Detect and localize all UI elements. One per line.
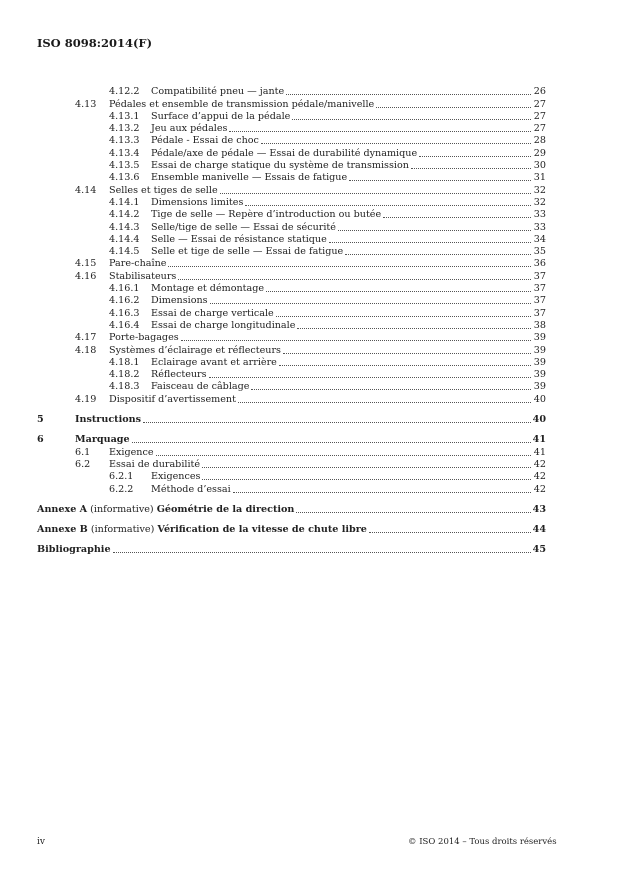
toc-annex-title bbox=[37, 524, 368, 536]
toc-entry-title: Essai de durabilité bbox=[109, 458, 201, 470]
copyright-notice: © ISO 2014 – Tous droits réservés bbox=[408, 837, 557, 847]
toc-leader-dots bbox=[411, 168, 531, 169]
toc-entry[interactable] bbox=[37, 434, 546, 446]
toc-entry-body bbox=[109, 332, 546, 344]
toc-entry-number: 4.13.5 bbox=[109, 160, 140, 172]
toc-entry-title: Montage et démontage bbox=[151, 283, 265, 295]
toc-entry-page: 42 bbox=[533, 471, 546, 483]
toc-entry-body bbox=[151, 484, 546, 496]
toc-entry[interactable] bbox=[37, 123, 546, 135]
toc-entry-number: 4.16.3 bbox=[109, 307, 140, 319]
toc-entry-number: 4.14.3 bbox=[109, 221, 140, 233]
toc-entry-page: 41 bbox=[533, 446, 546, 458]
toc-entry-title: Essai de charge verticale bbox=[151, 307, 274, 319]
toc-entry[interactable] bbox=[37, 98, 546, 110]
toc-entry-page: 39 bbox=[533, 344, 546, 356]
toc-entry-page: 32 bbox=[533, 184, 546, 196]
toc-entry-page: 45 bbox=[532, 544, 546, 556]
toc-entry-number: 4.14.1 bbox=[109, 196, 140, 208]
toc-entry-number: 4.16.2 bbox=[109, 295, 140, 307]
toc-leader-dots bbox=[238, 402, 531, 403]
toc-entry-body bbox=[151, 222, 546, 234]
toc-entry[interactable] bbox=[37, 483, 546, 495]
toc-leader-dots bbox=[168, 266, 531, 267]
toc-entry[interactable] bbox=[37, 393, 546, 405]
toc-entry-title: Pare-chaîne bbox=[109, 258, 167, 270]
toc-entry-body bbox=[37, 544, 546, 556]
toc-entry[interactable] bbox=[37, 86, 546, 98]
toc-entry-title: Selle/tige de selle — Essai de sécurité bbox=[151, 221, 336, 233]
toc-entry-title: Eclairage avant et arrière bbox=[151, 356, 277, 368]
toc-entry-number: 4.13 bbox=[75, 98, 97, 110]
toc-entry[interactable] bbox=[37, 307, 546, 319]
annex-qualifier: (informative) bbox=[90, 503, 154, 515]
toc-entry-page: 33 bbox=[533, 209, 546, 221]
toc-entry-title: Instructions bbox=[75, 414, 142, 426]
toc-entry[interactable] bbox=[37, 295, 546, 307]
toc-entry-number: 4.13.4 bbox=[109, 147, 140, 159]
toc-entry-title: Selle — Essai de résistance statique bbox=[151, 233, 327, 245]
toc-entry-page: 32 bbox=[533, 196, 546, 208]
toc-entry-body bbox=[151, 471, 546, 483]
toc-entry-page: 39 bbox=[533, 369, 546, 381]
toc-entry-body bbox=[151, 295, 546, 307]
toc-entry[interactable] bbox=[37, 172, 546, 184]
toc-entry-title: Surface d’appui de la pédale bbox=[151, 110, 291, 122]
toc-entry-number: 4.13.6 bbox=[109, 172, 140, 184]
toc-entry-number: 4.12.2 bbox=[109, 86, 140, 98]
toc-entry-body bbox=[151, 308, 546, 320]
toc-entry-body bbox=[151, 234, 546, 246]
toc-entry-page: 26 bbox=[533, 86, 546, 98]
toc-entry-page: 42 bbox=[533, 483, 546, 495]
toc-entry-page: 40 bbox=[532, 414, 546, 426]
toc-entry[interactable] bbox=[37, 357, 546, 369]
toc-entry-body bbox=[109, 185, 546, 197]
toc-entry-title: Ensemble manivelle — Essais de fatigue bbox=[151, 172, 348, 184]
toc-entry-body bbox=[109, 345, 546, 357]
toc-entry-page: 31 bbox=[533, 172, 546, 184]
toc-entry-body bbox=[151, 381, 546, 393]
toc-leader-dots bbox=[113, 552, 531, 553]
toc-leader-dots bbox=[251, 389, 531, 390]
toc-entry-body bbox=[151, 172, 546, 184]
toc-entry[interactable] bbox=[37, 471, 546, 483]
toc-entry-body bbox=[151, 320, 546, 332]
annex-title: Vérification de la vitesse de chute libre bbox=[157, 524, 367, 536]
toc-leader-dots bbox=[143, 422, 531, 423]
toc-entry-title: Selle et tige de selle — Essai de fatigue bbox=[151, 246, 344, 258]
toc-leader-dots bbox=[345, 254, 531, 255]
toc-entry-page: 37 bbox=[533, 270, 546, 282]
page-number: iv bbox=[37, 837, 45, 847]
toc-entry-number: 5 bbox=[37, 414, 44, 426]
table-of-contents bbox=[37, 86, 546, 556]
toc-entry[interactable] bbox=[37, 283, 546, 295]
toc-entry-body bbox=[151, 369, 546, 381]
toc-entry[interactable] bbox=[37, 344, 546, 356]
toc-entry-page: 42 bbox=[533, 458, 546, 470]
toc-entry[interactable] bbox=[37, 246, 546, 258]
toc-entry[interactable] bbox=[37, 209, 546, 221]
toc-entry-title: Tige de selle — Repère d’introduction ou butée bbox=[151, 209, 382, 221]
toc-entry-body bbox=[109, 447, 546, 459]
toc-entry-title: Dimensions limites bbox=[151, 196, 244, 208]
toc-entry-page: 36 bbox=[533, 258, 546, 270]
toc-leader-dots bbox=[369, 532, 531, 533]
toc-entry-body bbox=[75, 414, 546, 426]
toc-entry-page: 41 bbox=[532, 434, 546, 446]
toc-entry-title: Dispositif d’avertissement bbox=[109, 393, 236, 405]
toc-entry-body bbox=[151, 123, 546, 135]
toc-entry-number: 4.19 bbox=[75, 393, 97, 405]
toc-entry-body bbox=[151, 246, 546, 258]
toc-entry-number: 4.13.1 bbox=[109, 110, 140, 122]
toc-entry-title: Compatibilité pneu — jante bbox=[151, 86, 285, 98]
toc-leader-dots bbox=[261, 143, 531, 144]
toc-entry-page: 35 bbox=[533, 246, 546, 258]
toc-entry-title: Essai de charge longitudinale bbox=[151, 319, 296, 331]
toc-entry-page: 37 bbox=[533, 283, 546, 295]
toc-leader-dots bbox=[156, 455, 531, 456]
toc-entry-body bbox=[109, 99, 546, 111]
toc-entry[interactable] bbox=[37, 197, 546, 209]
toc-entry-body bbox=[151, 160, 546, 172]
toc-entry-page: 39 bbox=[533, 332, 546, 344]
annex-title: Géométrie de la direction bbox=[156, 503, 295, 515]
toc-entry-body bbox=[109, 394, 546, 406]
toc-entry-number: 6.2.2 bbox=[109, 483, 134, 495]
toc-leader-dots bbox=[178, 279, 531, 280]
toc-leader-dots bbox=[233, 492, 531, 493]
toc-entry-page: 37 bbox=[533, 295, 546, 307]
toc-entry-body bbox=[109, 258, 546, 270]
toc-entry-title: Selles et tiges de selle bbox=[109, 184, 218, 196]
toc-entry-number: 4.14 bbox=[75, 184, 97, 196]
toc-entry[interactable] bbox=[37, 369, 546, 381]
toc-leader-dots bbox=[297, 328, 531, 329]
toc-entry-number: 6.2 bbox=[75, 458, 91, 470]
toc-entry-page: 27 bbox=[533, 110, 546, 122]
toc-entry-page: 29 bbox=[533, 147, 546, 159]
toc-entry[interactable] bbox=[37, 160, 546, 172]
toc-entry-number: 4.18.3 bbox=[109, 381, 140, 393]
toc-entry-number: 4.16.1 bbox=[109, 283, 140, 295]
toc-leader-dots bbox=[279, 365, 531, 366]
toc-entry[interactable] bbox=[37, 135, 546, 147]
toc-entry[interactable] bbox=[37, 381, 546, 393]
toc-entry-page: 34 bbox=[533, 233, 546, 245]
toc-entry-number: 6 bbox=[37, 434, 44, 446]
toc-annex-title bbox=[37, 504, 295, 516]
toc-entry-title: Exigence bbox=[109, 446, 154, 458]
toc-entry-number: 4.13.3 bbox=[109, 135, 140, 147]
toc-entry[interactable] bbox=[37, 234, 546, 246]
toc-entry-body bbox=[151, 197, 546, 209]
toc-entry[interactable] bbox=[37, 258, 546, 270]
toc-entry-title: Pédales et ensemble de transmission pédale/manivelle bbox=[109, 98, 375, 110]
toc-entry-page: 39 bbox=[533, 381, 546, 393]
toc-entry[interactable] bbox=[37, 459, 546, 471]
toc-entry-title: Essai de charge statique du système de transmission bbox=[151, 160, 409, 172]
toc-entry-title: Dimensions bbox=[151, 295, 208, 307]
toc-entry-title: Méthode d’essai bbox=[151, 483, 231, 495]
document-id: ISO 8098:2014(F) bbox=[37, 36, 153, 50]
toc-entry-title: Pédale - Essai de choc bbox=[151, 135, 259, 147]
toc-leader-dots bbox=[266, 291, 531, 292]
toc-leader-dots bbox=[202, 479, 531, 480]
toc-leader-dots bbox=[292, 119, 531, 120]
toc-leader-dots bbox=[329, 242, 531, 243]
toc-entry[interactable] bbox=[37, 332, 546, 344]
toc-entry-title: Pédale/axe de pédale — Essai de durabilité dynamique bbox=[151, 147, 418, 159]
toc-leader-dots bbox=[181, 340, 531, 341]
toc-entry-number: 6.1 bbox=[75, 446, 91, 458]
toc-entry-number: 4.14.5 bbox=[109, 246, 140, 258]
toc-entry-page: 40 bbox=[533, 393, 546, 405]
toc-entry-body bbox=[151, 209, 546, 221]
toc-entry-body bbox=[151, 283, 546, 295]
toc-leader-dots bbox=[283, 353, 531, 354]
toc-entry-number: 4.13.2 bbox=[109, 123, 140, 135]
toc-entry-body bbox=[37, 504, 546, 516]
toc-entry-body bbox=[151, 357, 546, 369]
toc-leader-dots bbox=[210, 303, 531, 304]
toc-entry-number: 4.16 bbox=[75, 270, 97, 282]
annex-prefix: Annexe B bbox=[37, 524, 88, 536]
toc-leader-dots bbox=[245, 205, 531, 206]
toc-leader-dots bbox=[296, 512, 531, 513]
toc-entry-title: Porte-bagages bbox=[109, 332, 179, 344]
toc-leader-dots bbox=[419, 156, 531, 157]
toc-leader-dots bbox=[202, 467, 531, 468]
toc-entry-number: 4.14.2 bbox=[109, 209, 140, 221]
toc-entry-page: 30 bbox=[533, 160, 546, 172]
toc-entry-page: 37 bbox=[533, 307, 546, 319]
toc-entry[interactable] bbox=[37, 184, 546, 196]
toc-leader-dots bbox=[376, 107, 531, 108]
toc-entry-title: Exigences bbox=[151, 471, 201, 483]
toc-entry-body bbox=[151, 135, 546, 147]
toc-leader-dots bbox=[229, 131, 531, 132]
toc-entry-number: 4.17 bbox=[75, 332, 97, 344]
toc-entry[interactable] bbox=[37, 446, 546, 458]
toc-entry[interactable] bbox=[37, 147, 546, 159]
toc-entry-title: Marquage bbox=[75, 434, 130, 446]
toc-entry-page: 28 bbox=[533, 135, 546, 147]
toc-entry-title: Stabilisateurs bbox=[109, 270, 177, 282]
toc-entry-number: 6.2.1 bbox=[109, 471, 134, 483]
toc-leader-dots bbox=[338, 230, 531, 231]
toc-entry[interactable] bbox=[37, 111, 546, 123]
toc-entry-body bbox=[37, 524, 546, 536]
annex-qualifier: (informative) bbox=[90, 524, 155, 536]
toc-entry-body bbox=[109, 459, 546, 471]
toc-entry-page: 39 bbox=[533, 356, 546, 368]
toc-entry-body bbox=[109, 271, 546, 283]
bibliography-title: Bibliographie bbox=[37, 544, 111, 556]
toc-entry[interactable] bbox=[37, 270, 546, 282]
toc-entry-page: 44 bbox=[532, 524, 546, 536]
toc-leader-dots bbox=[383, 217, 531, 218]
toc-entry-title: Jeu aux pédales bbox=[151, 123, 228, 135]
toc-entry-body bbox=[151, 111, 546, 123]
toc-entry-number: 4.18 bbox=[75, 344, 97, 356]
toc-entry-body bbox=[151, 148, 546, 160]
toc-entry-number: 4.16.4 bbox=[109, 319, 140, 331]
toc-leader-dots bbox=[220, 193, 531, 194]
toc-leader-dots bbox=[276, 316, 531, 317]
toc-entry-number: 4.15 bbox=[75, 258, 97, 270]
toc-leader-dots bbox=[286, 94, 531, 95]
toc-entry-title: Réflecteurs bbox=[151, 369, 207, 381]
toc-entry-page: 33 bbox=[533, 221, 546, 233]
toc-entry-page: 27 bbox=[533, 123, 546, 135]
toc-entry-page: 27 bbox=[533, 98, 546, 110]
annex-prefix: Annexe A bbox=[37, 503, 88, 515]
toc-entry-page: 38 bbox=[533, 319, 546, 331]
toc-annex-entry[interactable] bbox=[37, 504, 546, 516]
toc-bibliography-entry[interactable] bbox=[37, 544, 546, 556]
toc-leader-dots bbox=[349, 180, 531, 181]
toc-entry-body bbox=[75, 434, 546, 446]
toc-entry[interactable] bbox=[37, 221, 546, 233]
toc-entry-page: 43 bbox=[532, 503, 546, 515]
toc-entry-number: 4.18.2 bbox=[109, 369, 140, 381]
toc-entry-title: Faisceau de câblage bbox=[151, 381, 250, 393]
toc-leader-dots bbox=[132, 442, 531, 443]
toc-entry[interactable] bbox=[37, 320, 546, 332]
toc-entry[interactable] bbox=[37, 414, 546, 426]
toc-entry-body bbox=[151, 86, 546, 98]
toc-entry-title: Systèmes d’éclairage et réflecteurs bbox=[109, 344, 281, 356]
toc-entry-number: 4.18.1 bbox=[109, 356, 140, 368]
toc-leader-dots bbox=[209, 377, 531, 378]
toc-annex-entry[interactable] bbox=[37, 524, 546, 536]
toc-entry-number: 4.14.4 bbox=[109, 233, 140, 245]
